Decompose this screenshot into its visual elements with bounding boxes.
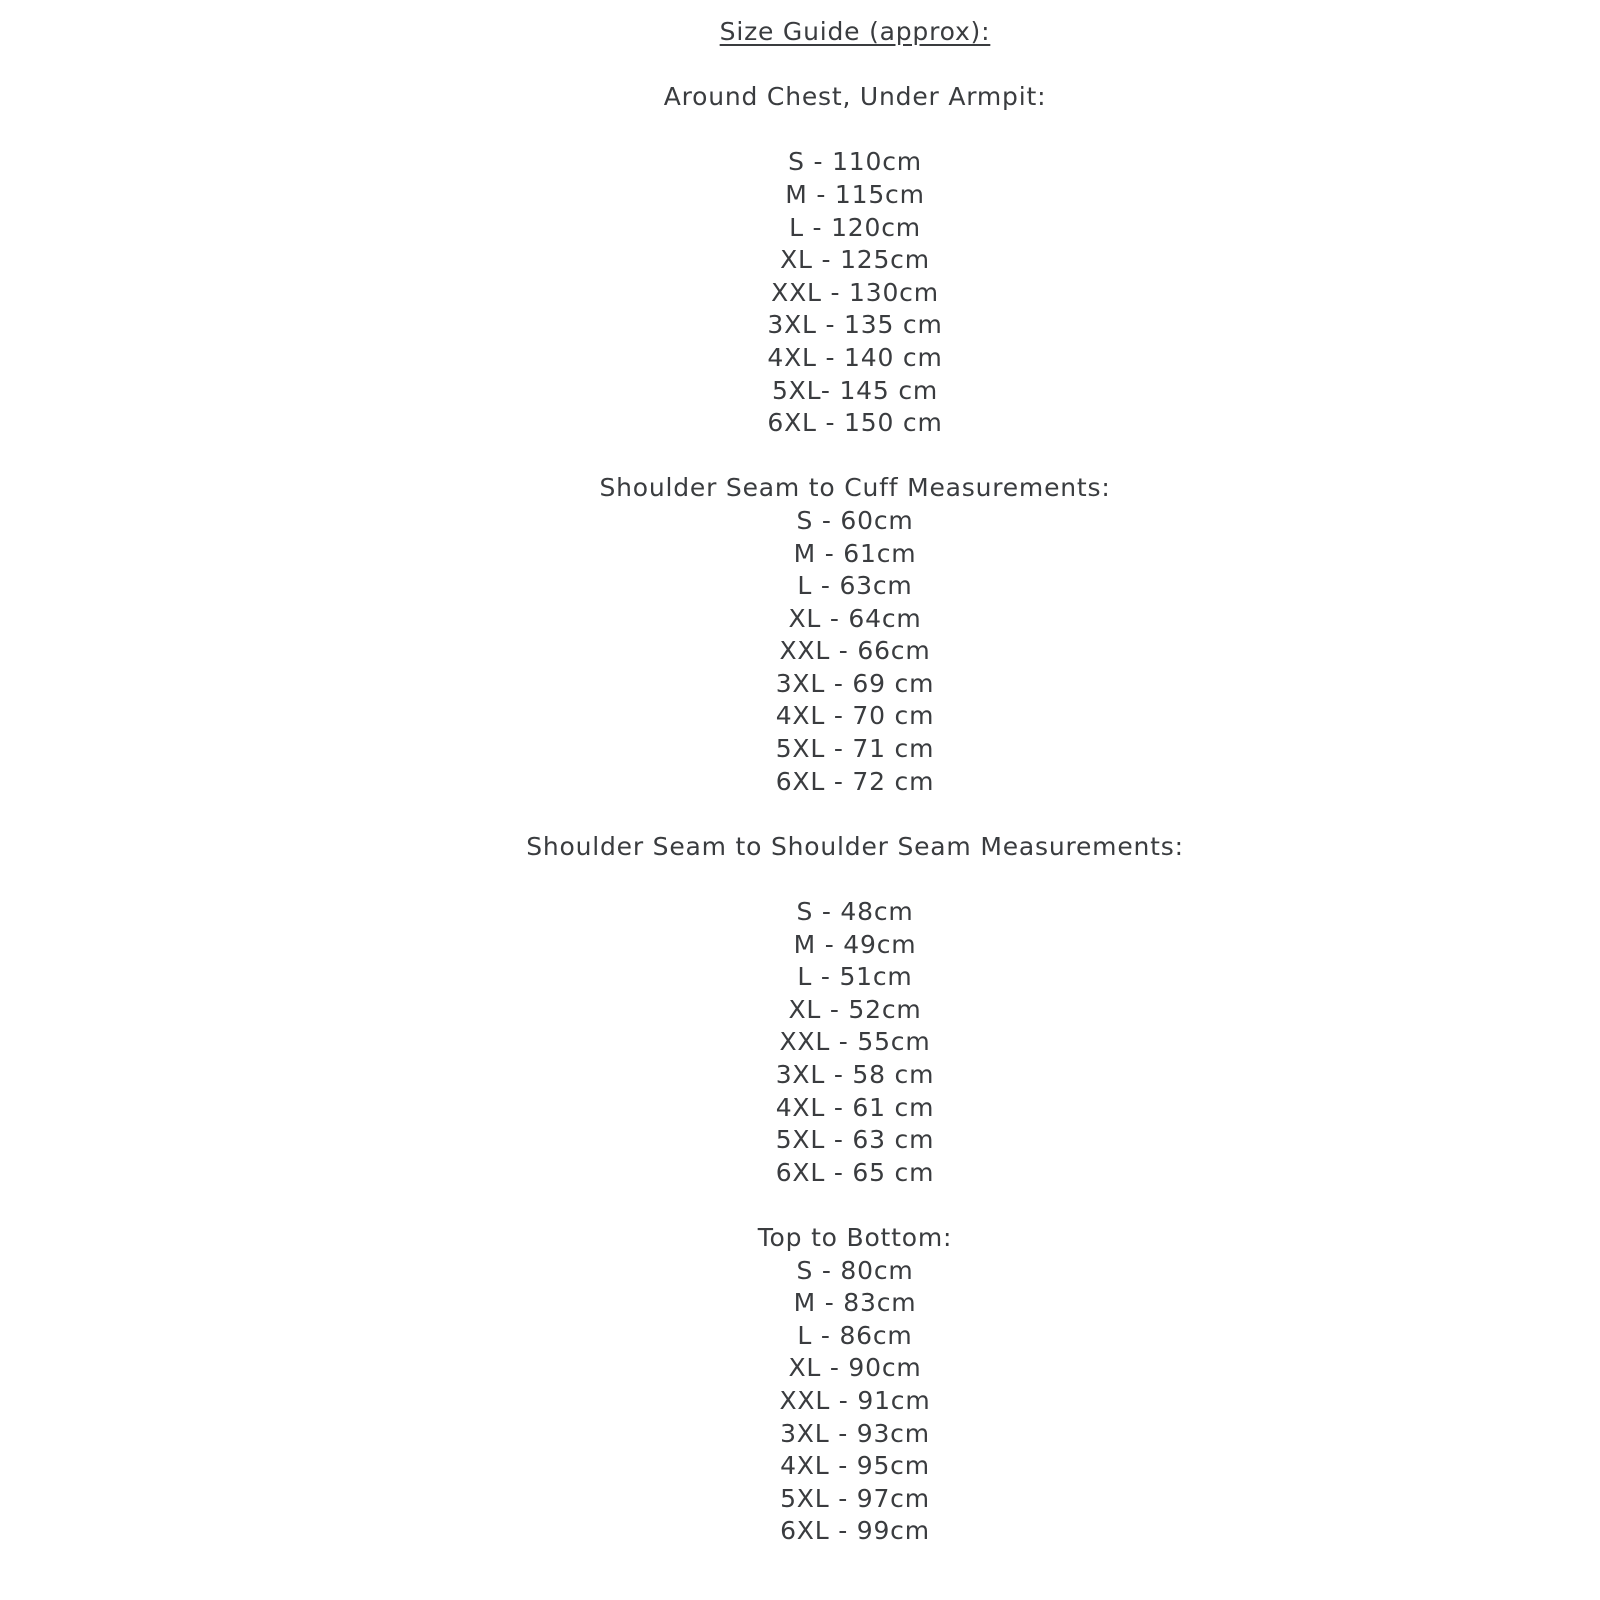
size-section xyxy=(110,472,1600,798)
size-measurement-item: XXL - 91cm xyxy=(779,1385,931,1415)
size-measurement-item: L - 86cm xyxy=(797,1320,913,1350)
size-measurement-item: M - 115cm xyxy=(785,179,925,209)
section-heading: Around Chest, Under Armpit: xyxy=(663,82,1047,112)
size-measurement-item: 3XL - 135 cm xyxy=(767,310,943,340)
size-measurement-item: 4XL - 70 cm xyxy=(775,701,935,731)
size-measurement-item: 6XL - 65 cm xyxy=(775,1157,935,1187)
size-measurement-item: S - 110cm xyxy=(788,147,922,177)
section-heading: Shoulder Seam to Shoulder Seam Measurements: xyxy=(526,831,1184,861)
size-measurement-item: 6XL - 150 cm xyxy=(767,408,943,438)
size-section xyxy=(110,81,1600,440)
size-measurement-item: XXL - 55cm xyxy=(779,1027,931,1057)
section-heading: Top to Bottom: xyxy=(757,1222,953,1252)
size-measurement-item: M - 61cm xyxy=(793,538,917,568)
size-measurement-item: XXL - 130cm xyxy=(771,277,939,307)
size-measurement-item: 6XL - 99cm xyxy=(780,1516,930,1546)
size-section xyxy=(110,831,1600,1190)
size-measurement-item: S - 80cm xyxy=(796,1255,914,1285)
sections-container xyxy=(110,81,1600,1548)
size-measurement-item: 5XL- 145 cm xyxy=(771,375,939,405)
size-measurement-item: 6XL - 72 cm xyxy=(775,766,935,796)
size-measurement-item: XL - 52cm xyxy=(788,994,922,1024)
size-measurement-item: 5XL - 63 cm xyxy=(775,1125,935,1155)
size-measurement-item: XL - 125cm xyxy=(780,245,930,275)
size-measurement-item: L - 63cm xyxy=(797,571,913,601)
size-measurement-item: M - 83cm xyxy=(793,1288,917,1318)
size-measurement-item: 3XL - 69 cm xyxy=(775,668,935,698)
section-heading: Shoulder Seam to Cuff Measurements: xyxy=(599,473,1111,503)
size-section xyxy=(110,1222,1600,1548)
size-measurement-item: L - 120cm xyxy=(789,212,921,242)
size-measurement-item: 4XL - 140 cm xyxy=(767,342,943,372)
size-measurement-item: 4XL - 95cm xyxy=(780,1451,930,1481)
size-measurement-item: 4XL - 61 cm xyxy=(775,1092,935,1122)
size-measurement-item: L - 51cm xyxy=(797,962,913,992)
size-measurement-item: S - 48cm xyxy=(796,897,914,927)
size-measurement-item: S - 60cm xyxy=(796,505,914,535)
size-measurement-item: XL - 64cm xyxy=(788,603,922,633)
size-measurement-item: XL - 90cm xyxy=(788,1353,922,1383)
size-measurement-item: XXL - 66cm xyxy=(779,636,931,666)
size-measurement-item: 3XL - 58 cm xyxy=(775,1060,935,1089)
page-title: Size Guide (approx): xyxy=(719,17,991,46)
size-measurement-item: M - 49cm xyxy=(793,929,917,959)
size-measurement-item: 3XL - 93cm xyxy=(780,1418,930,1448)
size-measurement-item: 5XL - 71 cm xyxy=(775,734,935,764)
size-measurement-item: 5XL - 97cm xyxy=(780,1483,930,1513)
